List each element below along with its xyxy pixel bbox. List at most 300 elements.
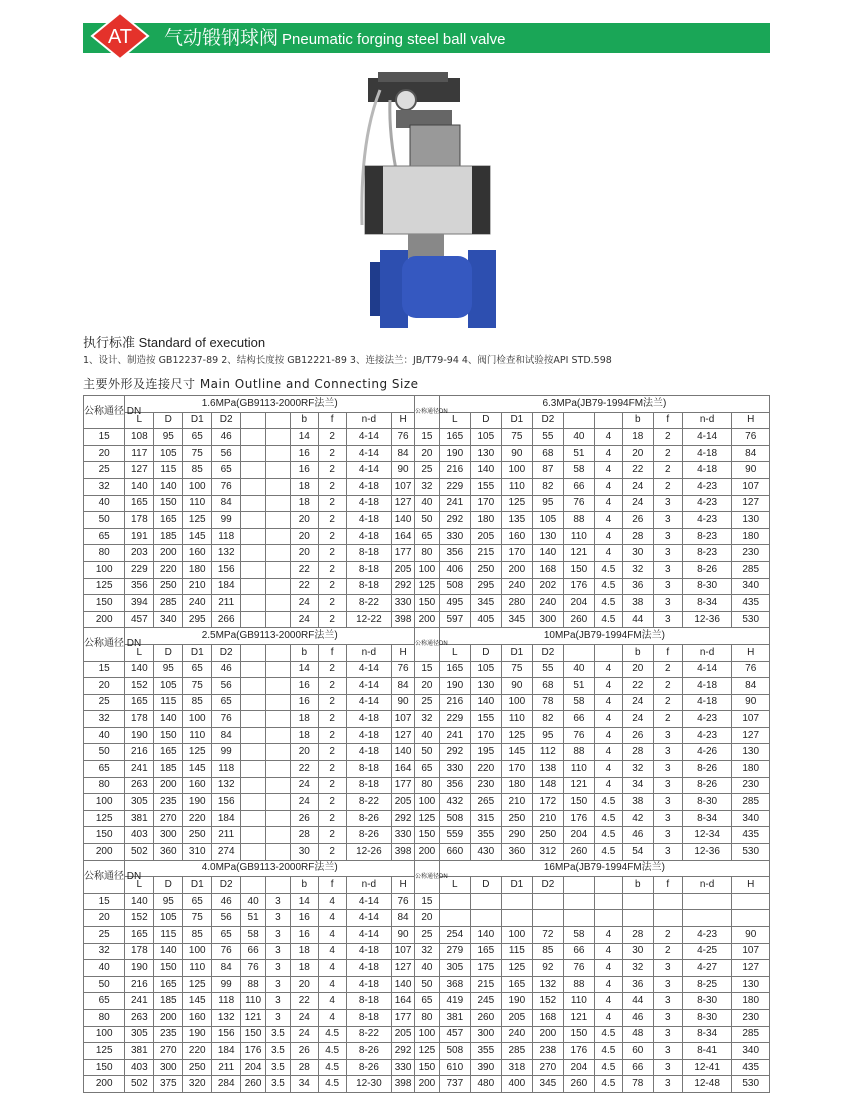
table-cell: 330 <box>392 827 415 844</box>
table-cell: 8-30 <box>682 993 732 1010</box>
table-cell: 292 <box>392 810 415 827</box>
table-cell: 260 <box>241 1076 266 1093</box>
table-row <box>84 595 770 612</box>
dn-label-right: 公称通径DN <box>415 860 440 893</box>
table-cell: 2 <box>318 744 346 761</box>
table-cell: 190 <box>125 960 154 977</box>
table-cell: 165 <box>125 927 154 944</box>
table-cell: 58 <box>563 927 594 944</box>
table-cell: 40 <box>563 429 594 446</box>
table-cell <box>241 478 266 495</box>
table-cell: 24 <box>622 694 653 711</box>
table-cell: 260 <box>563 844 594 861</box>
table-cell: 165 <box>470 943 501 960</box>
table-cell: 176 <box>563 810 594 827</box>
dn-cell: 150 <box>84 1059 125 1076</box>
table-cell: 58 <box>241 927 266 944</box>
column-header: b <box>290 412 318 429</box>
table-cell: 508 <box>439 1043 470 1060</box>
table-cell: 105 <box>532 512 563 529</box>
table-cell: 215 <box>470 545 501 562</box>
dn-cell: 40 <box>415 727 440 744</box>
column-header <box>563 644 594 661</box>
dn-cell: 80 <box>84 777 125 794</box>
table-cell: 90 <box>392 462 415 479</box>
table-cell: 12-36 <box>682 844 732 861</box>
table-cell: 76 <box>563 495 594 512</box>
table-cell: 3 <box>265 910 290 927</box>
table-cell: 3 <box>265 960 290 977</box>
table-cell: 2 <box>318 578 346 595</box>
table-cell: 88 <box>241 976 266 993</box>
section-header-row <box>84 396 770 413</box>
table-cell: 4-18 <box>346 512 392 529</box>
table-cell: 130 <box>532 528 563 545</box>
dn-cell: 65 <box>415 528 440 545</box>
table-cell: 178 <box>125 943 154 960</box>
table-cell: 90 <box>501 678 532 695</box>
table-cell: 100 <box>183 478 212 495</box>
table-cell: 211 <box>212 827 241 844</box>
table-cell: 4.5 <box>594 595 622 612</box>
table-cell: 4 <box>594 545 622 562</box>
table-row <box>84 777 770 794</box>
table-cell: 180 <box>732 993 770 1010</box>
table-cell: 265 <box>470 794 501 811</box>
table-cell: 4 <box>594 528 622 545</box>
table-cell: 105 <box>154 910 183 927</box>
table-cell: 160 <box>183 545 212 562</box>
table-cell: 241 <box>125 993 154 1010</box>
table-cell: 76 <box>241 960 266 977</box>
dn-label-left: 公称通径 DN <box>84 628 125 661</box>
column-header: H <box>732 412 770 429</box>
table-cell: 76 <box>212 478 241 495</box>
table-cell: 290 <box>501 827 532 844</box>
table-cell: 130 <box>732 976 770 993</box>
table-row <box>84 512 770 529</box>
table-cell: 78 <box>532 694 563 711</box>
table-cell: 46 <box>212 893 241 910</box>
dn-cell: 32 <box>415 711 440 728</box>
table-cell: 140 <box>154 943 183 960</box>
table-cell: 4 <box>318 927 346 944</box>
table-cell: 108 <box>125 429 154 446</box>
table-cell: 38 <box>622 794 653 811</box>
table-row <box>84 893 770 910</box>
table-cell: 4 <box>318 960 346 977</box>
table-cell: 8-26 <box>682 761 732 778</box>
dn-cell: 32 <box>415 478 440 495</box>
table-cell: 381 <box>125 810 154 827</box>
dn-cell: 25 <box>84 927 125 944</box>
table-cell: 2 <box>318 727 346 744</box>
table-cell: 4.5 <box>594 810 622 827</box>
table-cell: 75 <box>501 429 532 446</box>
table-cell: 46 <box>622 1009 653 1026</box>
table-cell: 4 <box>594 761 622 778</box>
table-cell: 435 <box>732 827 770 844</box>
table-cell: 145 <box>501 744 532 761</box>
table-cell: 3.5 <box>265 1076 290 1093</box>
table-cell: 245 <box>470 993 501 1010</box>
dn-cell: 65 <box>415 993 440 1010</box>
table-cell: 42 <box>622 810 653 827</box>
table-cell: 250 <box>183 827 212 844</box>
table-cell: 100 <box>183 711 212 728</box>
table-cell: 66 <box>241 943 266 960</box>
table-cell: 72 <box>532 927 563 944</box>
table-cell: 115 <box>501 943 532 960</box>
table-cell: 2 <box>318 761 346 778</box>
table-cell <box>732 893 770 910</box>
table-cell: 115 <box>154 927 183 944</box>
dn-cell: 50 <box>84 512 125 529</box>
table-cell: 24 <box>290 777 318 794</box>
table-cell: 4.5 <box>594 1059 622 1076</box>
table-cell: 118 <box>212 528 241 545</box>
table-cell: 165 <box>439 429 470 446</box>
dn-cell: 65 <box>84 528 125 545</box>
dn-cell: 80 <box>84 1009 125 1026</box>
table-cell: 3 <box>653 611 682 628</box>
table-cell: 390 <box>470 1059 501 1076</box>
table-cell: 229 <box>439 711 470 728</box>
table-cell: 220 <box>154 561 183 578</box>
table-cell: 8-23 <box>682 528 732 545</box>
table-cell: 4-14 <box>346 678 392 695</box>
table-cell: 180 <box>183 561 212 578</box>
table-cell <box>653 910 682 927</box>
column-header <box>563 877 594 894</box>
pressure-title-right: 16MPa(JB79-1994FM法兰) <box>439 860 769 877</box>
table-cell: 2 <box>653 478 682 495</box>
table-cell: 2 <box>318 678 346 695</box>
dn-cell: 40 <box>84 727 125 744</box>
column-header: D1 <box>183 877 212 894</box>
table-cell: 312 <box>532 844 563 861</box>
table-cell: 65 <box>183 429 212 446</box>
table-cell: 95 <box>532 727 563 744</box>
table-cell: 3 <box>653 960 682 977</box>
table-cell <box>241 561 266 578</box>
table-cell: 170 <box>501 545 532 562</box>
table-cell: 502 <box>125 844 154 861</box>
table-cell: 121 <box>563 777 594 794</box>
pressure-title-left: 2.5MPa(GB9113-2000RF法兰) <box>125 628 415 645</box>
table-cell <box>682 893 732 910</box>
table-cell: 2 <box>653 943 682 960</box>
table-cell: 508 <box>439 810 470 827</box>
dn-cell: 20 <box>415 445 440 462</box>
table-cell: 12-26 <box>346 844 392 861</box>
table-row <box>84 478 770 495</box>
table-cell: 3 <box>653 578 682 595</box>
table-cell: 175 <box>470 960 501 977</box>
table-row <box>84 1043 770 1060</box>
table-cell: 130 <box>470 678 501 695</box>
table-cell: 260 <box>563 611 594 628</box>
table-cell: 110 <box>183 495 212 512</box>
page-title <box>164 25 505 53</box>
table-cell: 457 <box>439 1026 470 1043</box>
table-cell: 4-18 <box>682 445 732 462</box>
dn-cell: 65 <box>415 761 440 778</box>
table-cell: 260 <box>470 1009 501 1026</box>
table-cell: 14 <box>290 429 318 446</box>
table-cell: 216 <box>125 744 154 761</box>
table-cell: 18 <box>290 960 318 977</box>
table-cell: 22 <box>290 578 318 595</box>
table-cell: 2 <box>653 927 682 944</box>
table-cell: 105 <box>154 678 183 695</box>
table-cell: 160 <box>501 528 532 545</box>
table-cell: 368 <box>439 976 470 993</box>
table-cell: 305 <box>439 960 470 977</box>
table-cell: 263 <box>125 1009 154 1026</box>
table-cell: 405 <box>470 611 501 628</box>
table-cell: 2 <box>653 429 682 446</box>
dn-cell: 200 <box>415 844 440 861</box>
table-cell: 107 <box>732 943 770 960</box>
table-cell: 4-14 <box>346 462 392 479</box>
column-header: f <box>318 412 346 429</box>
table-cell: 204 <box>563 595 594 612</box>
table-cell: 165 <box>501 976 532 993</box>
table-cell: 130 <box>732 512 770 529</box>
table-cell: 178 <box>125 711 154 728</box>
table-cell: 260 <box>563 1076 594 1093</box>
table-cell: 340 <box>732 810 770 827</box>
table-cell: 356 <box>439 777 470 794</box>
table-cell: 285 <box>732 561 770 578</box>
table-cell: 2 <box>318 429 346 446</box>
table-cell: 240 <box>501 578 532 595</box>
table-cell <box>732 910 770 927</box>
table-row <box>84 661 770 678</box>
table-cell: 140 <box>470 462 501 479</box>
table-cell: 4-18 <box>346 976 392 993</box>
table-cell: 127 <box>392 960 415 977</box>
table-cell: 110 <box>241 993 266 1010</box>
table-cell: 210 <box>532 810 563 827</box>
column-header: L <box>125 644 154 661</box>
table-cell: 84 <box>392 910 415 927</box>
table-cell: 145 <box>183 528 212 545</box>
table-cell: 155 <box>470 711 501 728</box>
table-cell: 8-26 <box>346 1059 392 1076</box>
table-cell: 3 <box>653 727 682 744</box>
table-cell: 205 <box>501 1009 532 1026</box>
table-cell: 184 <box>212 1043 241 1060</box>
column-header: f <box>318 877 346 894</box>
table-cell: 8-22 <box>346 595 392 612</box>
dn-cell: 15 <box>415 661 440 678</box>
table-cell <box>265 561 290 578</box>
table-cell: 3 <box>653 512 682 529</box>
table-cell: 107 <box>392 478 415 495</box>
table-cell: 211 <box>212 595 241 612</box>
column-header <box>265 877 290 894</box>
table-cell: 3 <box>653 827 682 844</box>
table-cell <box>265 794 290 811</box>
dn-cell: 65 <box>84 993 125 1010</box>
table-cell: 4-14 <box>346 893 392 910</box>
table-cell: 305 <box>125 1026 154 1043</box>
table-row <box>84 578 770 595</box>
table-cell: 4-26 <box>682 744 732 761</box>
table-cell: 24 <box>622 478 653 495</box>
table-cell: 12-30 <box>346 1076 392 1093</box>
dn-label-left: 公称通径 DN <box>84 396 125 429</box>
table-row <box>84 711 770 728</box>
table-cell: 250 <box>532 827 563 844</box>
table-cell: 100 <box>183 943 212 960</box>
table-cell: 381 <box>125 1043 154 1060</box>
table-cell: 220 <box>470 761 501 778</box>
table-cell: 12-41 <box>682 1059 732 1076</box>
table-cell: 65 <box>212 462 241 479</box>
table-cell: 4 <box>594 711 622 728</box>
table-cell: 270 <box>532 1059 563 1076</box>
table-cell <box>265 595 290 612</box>
dn-cell: 32 <box>84 943 125 960</box>
table-cell: 285 <box>501 1043 532 1060</box>
table-cell: 4-18 <box>346 495 392 512</box>
dn-cell: 20 <box>84 445 125 462</box>
table-cell <box>265 578 290 595</box>
table-cell: 4.5 <box>594 1043 622 1060</box>
table-cell: 285 <box>732 794 770 811</box>
table-cell: 150 <box>241 1026 266 1043</box>
table-cell: 2 <box>318 595 346 612</box>
table-cell: 4 <box>318 976 346 993</box>
table-cell: 170 <box>470 495 501 512</box>
dn-cell: 80 <box>415 777 440 794</box>
table-cell: 435 <box>732 1059 770 1076</box>
column-header: D1 <box>501 412 532 429</box>
table-cell: 4-14 <box>346 910 392 927</box>
table-cell: 82 <box>532 711 563 728</box>
table-cell: 65 <box>212 927 241 944</box>
table-cell: 4.5 <box>318 1076 346 1093</box>
table-cell: 75 <box>183 445 212 462</box>
table-cell: 100 <box>501 927 532 944</box>
table-cell: 235 <box>154 1026 183 1043</box>
table-cell: 24 <box>622 495 653 512</box>
table-cell: 300 <box>154 827 183 844</box>
table-cell: 4.5 <box>594 844 622 861</box>
dn-cell: 50 <box>415 512 440 529</box>
table-cell <box>265 445 290 462</box>
table-cell: 76 <box>212 943 241 960</box>
table-cell: 2 <box>318 827 346 844</box>
table-cell <box>265 661 290 678</box>
table-cell: 40 <box>563 661 594 678</box>
table-cell: 200 <box>532 1026 563 1043</box>
table-cell: 90 <box>732 462 770 479</box>
table-cell: 2 <box>318 794 346 811</box>
table-cell: 75 <box>183 678 212 695</box>
table-cell: 127 <box>732 495 770 512</box>
table-cell: 190 <box>439 445 470 462</box>
table-cell <box>265 512 290 529</box>
table-cell: 24 <box>290 595 318 612</box>
table-cell: 345 <box>470 595 501 612</box>
table-cell: 240 <box>501 1026 532 1043</box>
table-cell <box>241 744 266 761</box>
dn-cell: 100 <box>84 561 125 578</box>
table-cell <box>265 545 290 562</box>
column-header: b <box>290 877 318 894</box>
table-cell: 220 <box>183 1043 212 1060</box>
table-cell: 2 <box>318 445 346 462</box>
table-cell: 3 <box>653 794 682 811</box>
table-cell: 4-14 <box>682 661 732 678</box>
table-cell: 65 <box>183 893 212 910</box>
table-cell: 4 <box>594 744 622 761</box>
table-row <box>84 1009 770 1026</box>
table-cell: 2 <box>318 545 346 562</box>
table-row <box>84 545 770 562</box>
table-cell: 295 <box>470 578 501 595</box>
table-cell: 4-14 <box>346 429 392 446</box>
table-cell: 2 <box>318 661 346 678</box>
table-cell: 3 <box>265 943 290 960</box>
table-cell: 3 <box>653 777 682 794</box>
table-cell: 164 <box>392 761 415 778</box>
table-row <box>84 761 770 778</box>
dn-cell: 40 <box>84 495 125 512</box>
table-cell: 610 <box>439 1059 470 1076</box>
table-cell: 2 <box>318 777 346 794</box>
table-cell: 3 <box>653 1076 682 1093</box>
table-cell: 184 <box>212 810 241 827</box>
table-cell: 3 <box>653 1043 682 1060</box>
table-cell: 398 <box>392 1076 415 1093</box>
section-header-row <box>84 860 770 877</box>
table-cell: 8-26 <box>346 810 392 827</box>
table-cell: 125 <box>183 512 212 529</box>
table-cell: 121 <box>563 545 594 562</box>
pressure-title-right: 6.3MPa(JB79-1994FM法兰) <box>439 396 769 413</box>
table-cell: 28 <box>290 827 318 844</box>
table-cell: 430 <box>470 844 501 861</box>
table-cell: 195 <box>470 744 501 761</box>
column-header: f <box>653 877 682 894</box>
table-cell: 55 <box>532 429 563 446</box>
table-cell: 135 <box>501 512 532 529</box>
table-cell: 107 <box>392 943 415 960</box>
dn-cell: 25 <box>415 462 440 479</box>
table-cell: 172 <box>532 794 563 811</box>
table-cell <box>439 893 470 910</box>
table-cell: 4-18 <box>682 462 732 479</box>
dn-label-right: 公称通径DN <box>415 628 440 661</box>
table-cell <box>265 478 290 495</box>
table-cell: 300 <box>154 1059 183 1076</box>
table-cell: 8-22 <box>346 1026 392 1043</box>
table-cell: 170 <box>501 761 532 778</box>
table-cell: 32 <box>622 761 653 778</box>
table-cell: 40 <box>241 893 266 910</box>
table-cell: 320 <box>183 1076 212 1093</box>
table-cell: 36 <box>622 578 653 595</box>
column-header: D2 <box>532 644 563 661</box>
table-cell: 130 <box>470 445 501 462</box>
table-cell: 127 <box>392 727 415 744</box>
table-cell: 330 <box>439 528 470 545</box>
